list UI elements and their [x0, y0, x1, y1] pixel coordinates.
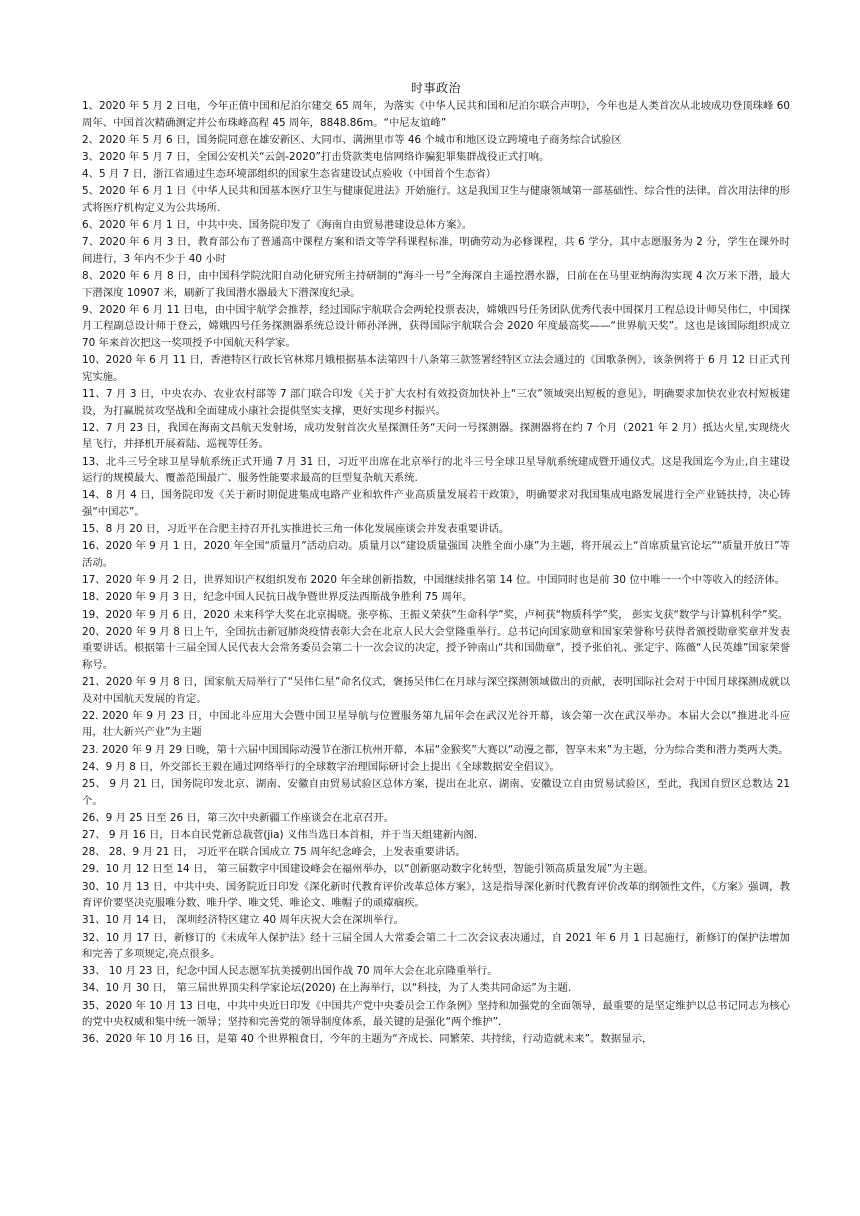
news-item: 11、7 月 3 日，中央农办、农业农村部等 7 部门联合印发《关于扩大农村有效投资加快补上“三农”领域突出短板的意见》，明确要求加快农业农村短板建设，为打赢脱贫攻坚战和全面建成小康社会提供坚实支撑，更好实现乡村振兴。: [82, 388, 790, 417]
news-item: 10、2020 年 6 月 11 日，香港特区行政长官林郑月娥根据基本法第四十八条第三款签署经特区立法会通过的《国歌条例》，该条例将于 6 月 12 日正式刊宪实施。: [82, 354, 790, 383]
news-item: 4、5 月 7 日，浙江省通过生态环境部组织的国家生态省建设试点验收（中国首个生态省）: [82, 168, 497, 181]
news-item: 8、2020 年 6 月 8 日，由中国科学院沈阳自动化研究所主持研制的“海斗一号”全海深自主遥控潜水器，日前在在马里亚纳海沟实现 4 次万米下潜，最大下潜深度 10907 米，刷新了我国潜水器最大下潜深度纪录。: [82, 270, 790, 299]
news-item: 16、2020 年 9 月 1 日，2020 年全国“质量月”活动启动。质量月以“建设质量强国 决胜全面小康”为主题，将开展云上“首席质量官论坛”“质量开放日”等活动。: [82, 540, 790, 569]
news-item: 23. 2020 年 9 月 29 日晚，第十六届中国国际动漫节在浙江杭州开幕，本届“金猴奖”大赛以“动漫之都，智享未来”为主题，分为综合类和潜力类两大类。: [82, 743, 789, 756]
news-item: 34、10 月 30 日， 第三届世界顶尖科学家论坛(2020) 在上海举行，以“科技，为了人类共同命运”为主题.: [82, 982, 572, 995]
news-item: 22. 2020 年 9 月 23 日，中国北斗应用大会暨中国卫星导航与位置服务第九届年会在武汉光谷开幕，该会第一次在武汉举办。本届大会以“推进北斗应用，壮大新兴产业”为主题: [82, 709, 790, 739]
news-item: 19、2020 年 9 月 6 日，2020 未来科学大奖在北京揭晓。张亭栋、王振义荣获“生命科学”奖，卢柯获“物质科学”奖， 彭实戈获“数学与计算机科学”奖。: [82, 608, 789, 621]
news-item: 26、9 月 25 日至 26 日，第三次中央新疆工作座谈会在北京召开。: [82, 811, 395, 824]
news-item: 9、2020 年 6 月 11 日电，由中国宇航学会推荐，经过国际宇航联合会两轮投票表决，嫦娥四号任务团队优秀代表中国探月工程总设计师吴伟仁，中国探月工程副总设计师于登云，嫦娥四号任务探测器系统总设计师孙泽洲，获得国际宇航联合会 2020 年度最高奖——“世界航天奖”。这也是该国际组织成立 70 年来首次把这一奖项授予中国航天科学家。: [82, 303, 790, 350]
document-title: 时事政治: [410, 81, 461, 95]
news-item: 35、2020 年 10 月 13 日电，中共中央近日印发《中国共产党中央委员会工作条例》坚持和加强党的全面领导，最重要的是坚定维护以总书记同志为核心的党中央权威和集中统一领导；坚持和完善党的领导制度体系，最关键的是强化“两个维护”.: [82, 999, 790, 1029]
news-item: 14、8 月 4 日，国务院印发《关于新时期促进集成电路产业和软件产业高质量发展若干政策》，明确要求对我国集成电路发展进行全产业链扶持，决心铸强“中国芯”。: [82, 489, 790, 518]
news-item: 20、2020 年 9 月 8 日上午，全国抗击新冠肺炎疫情表彰大会在北京人民大会堂隆重举行。总书记向国家勋章和国家荣誉称号获得者颁授勋章奖章并发表重要讲话。根据第十三届全国人民代表大会常务委员会第二十一次会议的决定，授予钟南山“共和国勋章”，授予张伯礼、张定宇、陈薇“人民英雄”国家荣誉称号。: [82, 625, 790, 671]
news-item: 27、 9 月 16 日，日本自民党新总裁菅(jia) 义伟当选日本首相，并于当天组建新内阁.: [82, 828, 478, 841]
news-item: 32、10 月 17 日，新修订的《未成年人保护法》经十三届全国人大常委会第二十二次会议表决通过，自 2021 年 6 月 1 日起施行，新修订的保护法增加和完善了多项规定,亮点很多。: [82, 931, 790, 961]
news-item: 7、2020 年 6 月 3 日，教育部公布了普通高中课程方案和语文等学科课程标准，明确劳动为必修课程，共 6 学分，其中志愿服务为 2 分，学生在课外时间进行，3 年内不少于 40 小时: [82, 236, 790, 265]
entry-list: [82, 98, 790, 1048]
news-item: 24、9 月 8 日，外交部长王毅在通过网络举行的全球数字治理国际研讨会上提出《全球数据安全倡议》。: [82, 760, 560, 773]
news-item: 21、2020 年 9 月 8 日，国家航天局举行了“吴伟仁星”命名仪式，褒扬吴伟仁在月球与深空探测领域做出的贡献，表明国际社会对于中国月球探测成就以及对中国航天发展的肯定。: [82, 676, 790, 705]
news-item: 28、 28、9 月 21 日， 习近平在联合国成立 75 周年纪念峰会，上发表重要讲话。: [82, 846, 466, 859]
news-item: 15、8 月 20 日，习近平在合肥主持召开扎实推进长三角一体化发展座谈会并发表重要讲话。: [82, 523, 510, 536]
news-item: 18、2020 年 9 月 3 日，纪念中国人民抗日战争暨世界反法西斯战争胜利 75 周年。: [82, 591, 473, 604]
news-item: 6、2020 年 6 月 1 日，中共中央、国务院印发了《海南自由贸易港建设总体方案》。: [82, 219, 473, 232]
news-item: 29、10 月 12 日至 14 日， 第三届数字中国建设峰会在福州举办，以“创新驱动数字化转型，智能引领高质量发展”为主题。: [82, 863, 654, 876]
news-item: 36、2020 年 10 月 16 日，是第 40 个世界粮食日，今年的主题为“齐成长、同繁荣、共持续，行动造就未来”。数据显示，: [82, 1033, 653, 1046]
news-item: 25、 9 月 21 日，国务院印发北京、湖南、安徽自由贸易试验区总体方案，提出在北京、湖南、安徽设立自由贸易试验区，至此，我国自贸区总数达 21 个。: [82, 778, 790, 807]
news-item: 17、2020 年 9 月 2 日，世界知识产权组织发布 2020 年全球创新指数，中国继续排名第 14 位。中国同时也是前 30 位中唯一一个中等收入的经济体。: [82, 574, 786, 587]
news-item: 2、2020 年 5 月 6 日，国务院同意在雄安新区、大同市、满洲里市等 46 个城市和地区设立跨境电子商务综合试验区: [82, 133, 622, 146]
news-item: 1、2020 年 5 月 2 日电，今年正值中国和尼泊尔建交 65 周年，为落实《中华人民共和国和尼泊尔联合声明》，今年也是人类首次从北坡成功登顶珠峰 60 周年、中国首次精确测定并公布珠峰高程 45 周年，8848.86m。“中尼友谊峰”: [82, 100, 790, 129]
news-item: 3、2020 年 5 月 7 日，全国公安机关“云剑-2020”打击贷款类电信网络诈骗犯罪集群战役正式打响。: [82, 150, 550, 163]
news-item: 33、 10 月 23 日，纪念中国人民志愿军抗美援朝出国作战 70 周年大会在北京隆重举行。: [82, 965, 498, 978]
news-item: 31、10 月 14 日， 深圳经济特区建立 40 周年庆祝大会在深圳举行。: [82, 914, 405, 927]
news-item: 5、2020 年 6 月 1 日《中华人民共和国基本医疗卫生与健康促进法》开始施行。这是我国卫生与健康领域第一部基础性、综合性的法律。首次用法律的形式将医疗机构定义为公共场所.: [82, 185, 790, 214]
news-item: 12、7 月 23 日，我国在海南文昌航天发射场，成功发射首次火星探测任务“天问一号探测器。探测器将在约 7 个月（2021 年 2 月）抵达火星,实现绕火星飞行，并择机开展着陆、巡视等任务。: [82, 421, 790, 451]
news-item: 13、北斗三号全球卫星导航系统正式开通 7 月 31 日，习近平出席在北京举行的北斗三号全球卫星导航系统建成暨开通仪式。这是我国迄今为止,自主建设运行的规模最大、覆盖范围最广、服务性能要求最高的巨型复杂航天系统.: [82, 455, 790, 485]
news-item: 30、10 月 13 日，中共中央、国务院近日印发《深化新时代教育评价改革总体方案》，这是指导深化新时代教育评价改革的纲领性文件，《方案》强调，教育评价要坚决克服唯分数、唯升学、唯文凭、唯论文、唯帽子的顽瘴痼疾。: [82, 880, 790, 910]
